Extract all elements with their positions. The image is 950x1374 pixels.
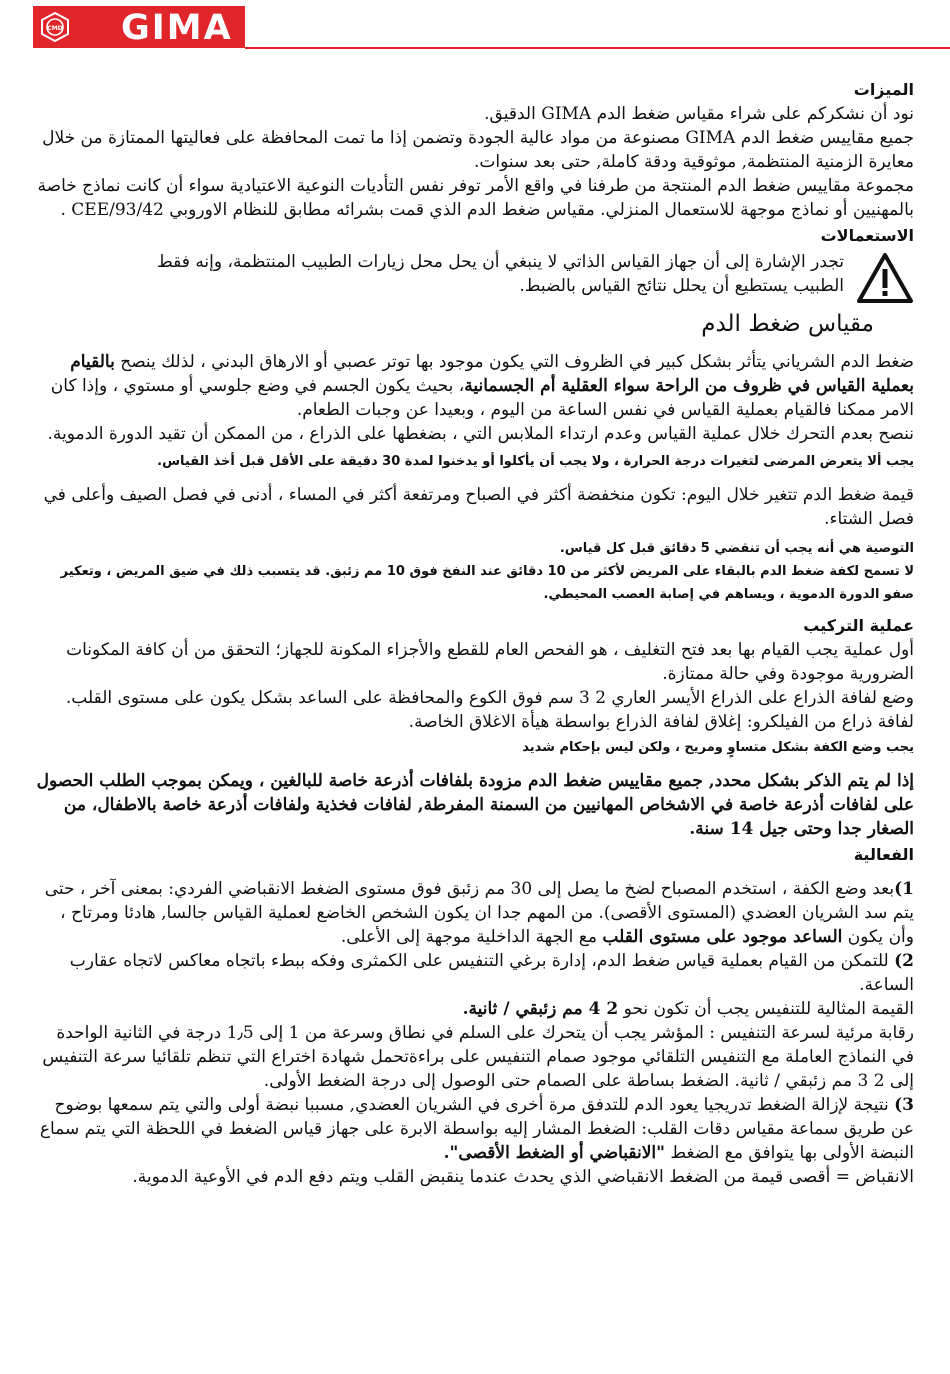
bp-para-1-a: ضغط الدم الشرياني يتأثر بشكل كبير في الظروف التي يكون موجود بها توتر عصبي أو الارهاق البدني ، لذلك ينصح — [114, 352, 914, 372]
bp-note-1: يجب ألا يتعرض المرضى لتغيرات درجة الحرارة ، ولا يجب أن يأكلوا أو يدخنوا لمدة 30 دقيقة على الأقل قبل أخذ القياس. — [157, 454, 914, 469]
eff-step-1-bold: الساعد موجود على مستوى القلب — [602, 927, 843, 947]
eff-step-2-num: 2) — [894, 951, 914, 971]
uses-heading: الاستعمالات — [820, 226, 914, 245]
eff-step-2-text: للتمكن من القيام بعملية قياس ضغط الدم، إدارة برغي التنفيس على الكمثرى وفكه ببطء باتجاه معاكس لاتجاه عقارب الساعة. — [69, 951, 914, 995]
features-para-3: مجموعة مقاييس ضغط الدم المنتجة من طرفنا في واقع الأمر توفر نفس التأديات النوعية الاعتيادية سواء أن كانت نماذج خاصة بالمهنيين أو نماذج موجهة للاستعمال المنزلي. مقياس ضغط الدم الذي قمت بشرائه مطابق للنظام الاوروبي 93/42/CEE . — [37, 176, 914, 220]
header-divider — [245, 47, 950, 49]
features-para-1: نود أن نشكركم على شراء مقياس ضغط الدم GIMA الدقيق. — [484, 104, 914, 124]
brand-logo — [33, 6, 245, 48]
warning-text: تجدر الإشارة إلى أن جهاز القياس الذاتي لا ينبغي أن يحل محل زيارات الطبيب المنتظمة، وإنه فقط الطبيب يستطيع أن يحلل نتائج القياس بالضبط. — [157, 252, 844, 296]
eff-step-3-bold: "الانقباضي أو الضغط الأقصى". — [443, 1143, 666, 1163]
eff-step-3-a: نتيجة لإزالة الضغط تدريجيا يعود الدم للتدفق مرة أخرى في الشريان العضدي, مسببا نبضة أولى والتي يتم سمعها بوضوح عن طريق سماعة مقياس دقات القلب: الضغط المشار إليه بواسطة الابرة على جهاز قياس الضغط في اللحظة التي يتم سماع النبضة الأولى بها يتوافق مع الضغط — [39, 1095, 914, 1163]
eff-rate-bold: 2 4 مم زئبقي / ثانية. — [462, 999, 619, 1019]
bp-para-1-bold: بالقيام بعملية القياس في ظروف من الراحة سواء العقلية أم الجسمانية — [70, 352, 914, 396]
eff-step-1-num: 1) — [894, 879, 914, 899]
document-body — [34, 78, 914, 1189]
warning-triangle-icon — [856, 252, 914, 304]
eff-step-3-num: 3) — [894, 1095, 914, 1115]
svg-text:CMD: CMD — [47, 25, 63, 32]
eff-visual-control: رقابة مرئية لسرعة التنفيس : المؤشر يجب أن يتحرك على السلم في نطاق وسرعة من 1 إلى 1٫5 درجة في الثانية الواحدة في النماذج العاملة مع التنفيس التلقائي موجود صمام التنفيس على براءةتحمل شهادة اختراع التي تنظم تلقائيا سرعة التنفيس إلى 2 3 مم زئبقي / ثانية. الضغط بساطة على الصمام حتى الوصول إلى درجة الضغط الأولى. — [42, 1023, 914, 1091]
brand-emblem-icon — [39, 11, 71, 43]
eff-step-2 — [34, 949, 914, 997]
eff-step-1-b: من المهم جدا ان يكون الشخص الخاضع لعملية القياس جالسا, هادئا ومرتاح ، وأن يكون — [60, 903, 914, 947]
brand-name: GIMA — [121, 8, 233, 48]
eff-step-1 — [34, 877, 914, 949]
bp-note-2: التوصية هي أنه يجب أن تنقضي 5 دقائق قبل كل قياس. — [559, 541, 914, 556]
bp-para-1 — [34, 350, 914, 422]
features-para-2: جميع مقاييس ضغط الدم GIMA مصنوعة من مواد عالية الجودة وتضمن إذا ما تمت المحافظة على فعاليتها الممتازة من خلال معايرة الزمنية المنتظمة, موثوقية ودقة كاملة, حتى بعد سنوات. — [42, 128, 914, 172]
bp-note-3: لا تسمح لكفة ضغط الدم بالبقاء على المريض لأكثر من 10 دقائق عند النفخ فوق 10 مم زئبق. قد يتسبب ذلك في ضيق المريض ، وتعكير صفو الدورة الدموية ، ويساهم في إصابة العصب المحيطي. — [60, 564, 914, 602]
install-para-2: وضع لفافة الذراع على الذراع الأيسر العاري 2 3 سم فوق الكوع والمحافظة على الساعد بشكل يكون على مستوى القلب. — [65, 688, 914, 708]
page-header — [0, 0, 950, 54]
bp-title: مقياس ضغط الدم — [701, 311, 874, 337]
install-para-3: لفافة ذراع من الفيلكرو: إغلاق لفافة الذراع بواسطة هيأة الاغلاق الخاصة. — [408, 712, 914, 732]
features-heading: الميزات — [853, 80, 914, 99]
eff-step-3 — [34, 1093, 914, 1165]
bp-para-2: ننصح بعدم التحرك خلال عملية القياس وعدم ارتداء الملابس التي ، بضغطها على الذراع ، من الممكن أن تقيد الدورة الدموية. — [47, 424, 914, 444]
eff-step-1-c: مع الجهة الداخلية موجهة إلى الأعلى. — [340, 927, 603, 947]
warning-block — [34, 250, 914, 308]
eff-rate-a: القيمة المثالية للتنفيس يجب أن تكون نحو — [618, 999, 914, 1019]
eff-step-1-a: بعد وضع الكفة ، استخدم المصباح لضخ ما يصل إلى 30 مم زئبق فوق مستوى الضغط الانقباضي الفردي: بمعنى آخر ، حتى يتم سد الشريان العضدي (المستوى الأقصى). — [44, 879, 914, 923]
effectiveness-heading: الفعالية — [853, 845, 914, 864]
bp-para-1-b: ، بحيث يكون الجسم في وضع جلوسي أو مستوي ، وإذا كان الامر ممكنا فالقيام بعملية القياس في نفس الساعة من اليوم ، وبعيدا عن وجبات الطعام. — [50, 376, 914, 420]
install-para-1: أول عملية يجب القيام بها بعد فتح التغليف ، هو الفحص العام للقطع والأجزاء المكونة للجهاز؛ التحقق من أن كافة المكونات الضرورية موجودة وفي حالة ممتازة. — [66, 640, 914, 684]
bp-para-3: قيمة ضغط الدم تتغير خلال اليوم: تكون منخفضة أكثر في الصباح ومرتفعة أكثر في المساء ، أدنى في فصل الصيف وأعلى في فصل الشتاء. — [43, 485, 914, 529]
eff-rate — [34, 997, 914, 1021]
eff-systolic-def: الانقباض = أقصى قيمة من الضغط الانقباضي الذي يحدث عندما ينقبض القلب ويتم دفع الدم في الأوعية الدموية. — [132, 1167, 914, 1187]
install-bold-para: إذا لم يتم الذكر بشكل محدد, جميع مقاييس ضغط الدم مزودة بلفافات أذرعة خاصة للبالغين ، ويمكن بموجب الطلب الحصول على لفافات أذرعة خاصة في الاشخاص المهانيين من السمنة المفرطة, لفافات فخذية ولفافات أذرعة خاصة بالاطفال، من الصغار جدا وحتى جيل 14 سنة. — [36, 771, 914, 839]
install-note: يجب وضع الكفة بشكل متساوٍ ومريح ، ولكن ليس بإحكام شديد — [522, 740, 914, 755]
install-heading: عملية التركيب — [803, 616, 914, 635]
